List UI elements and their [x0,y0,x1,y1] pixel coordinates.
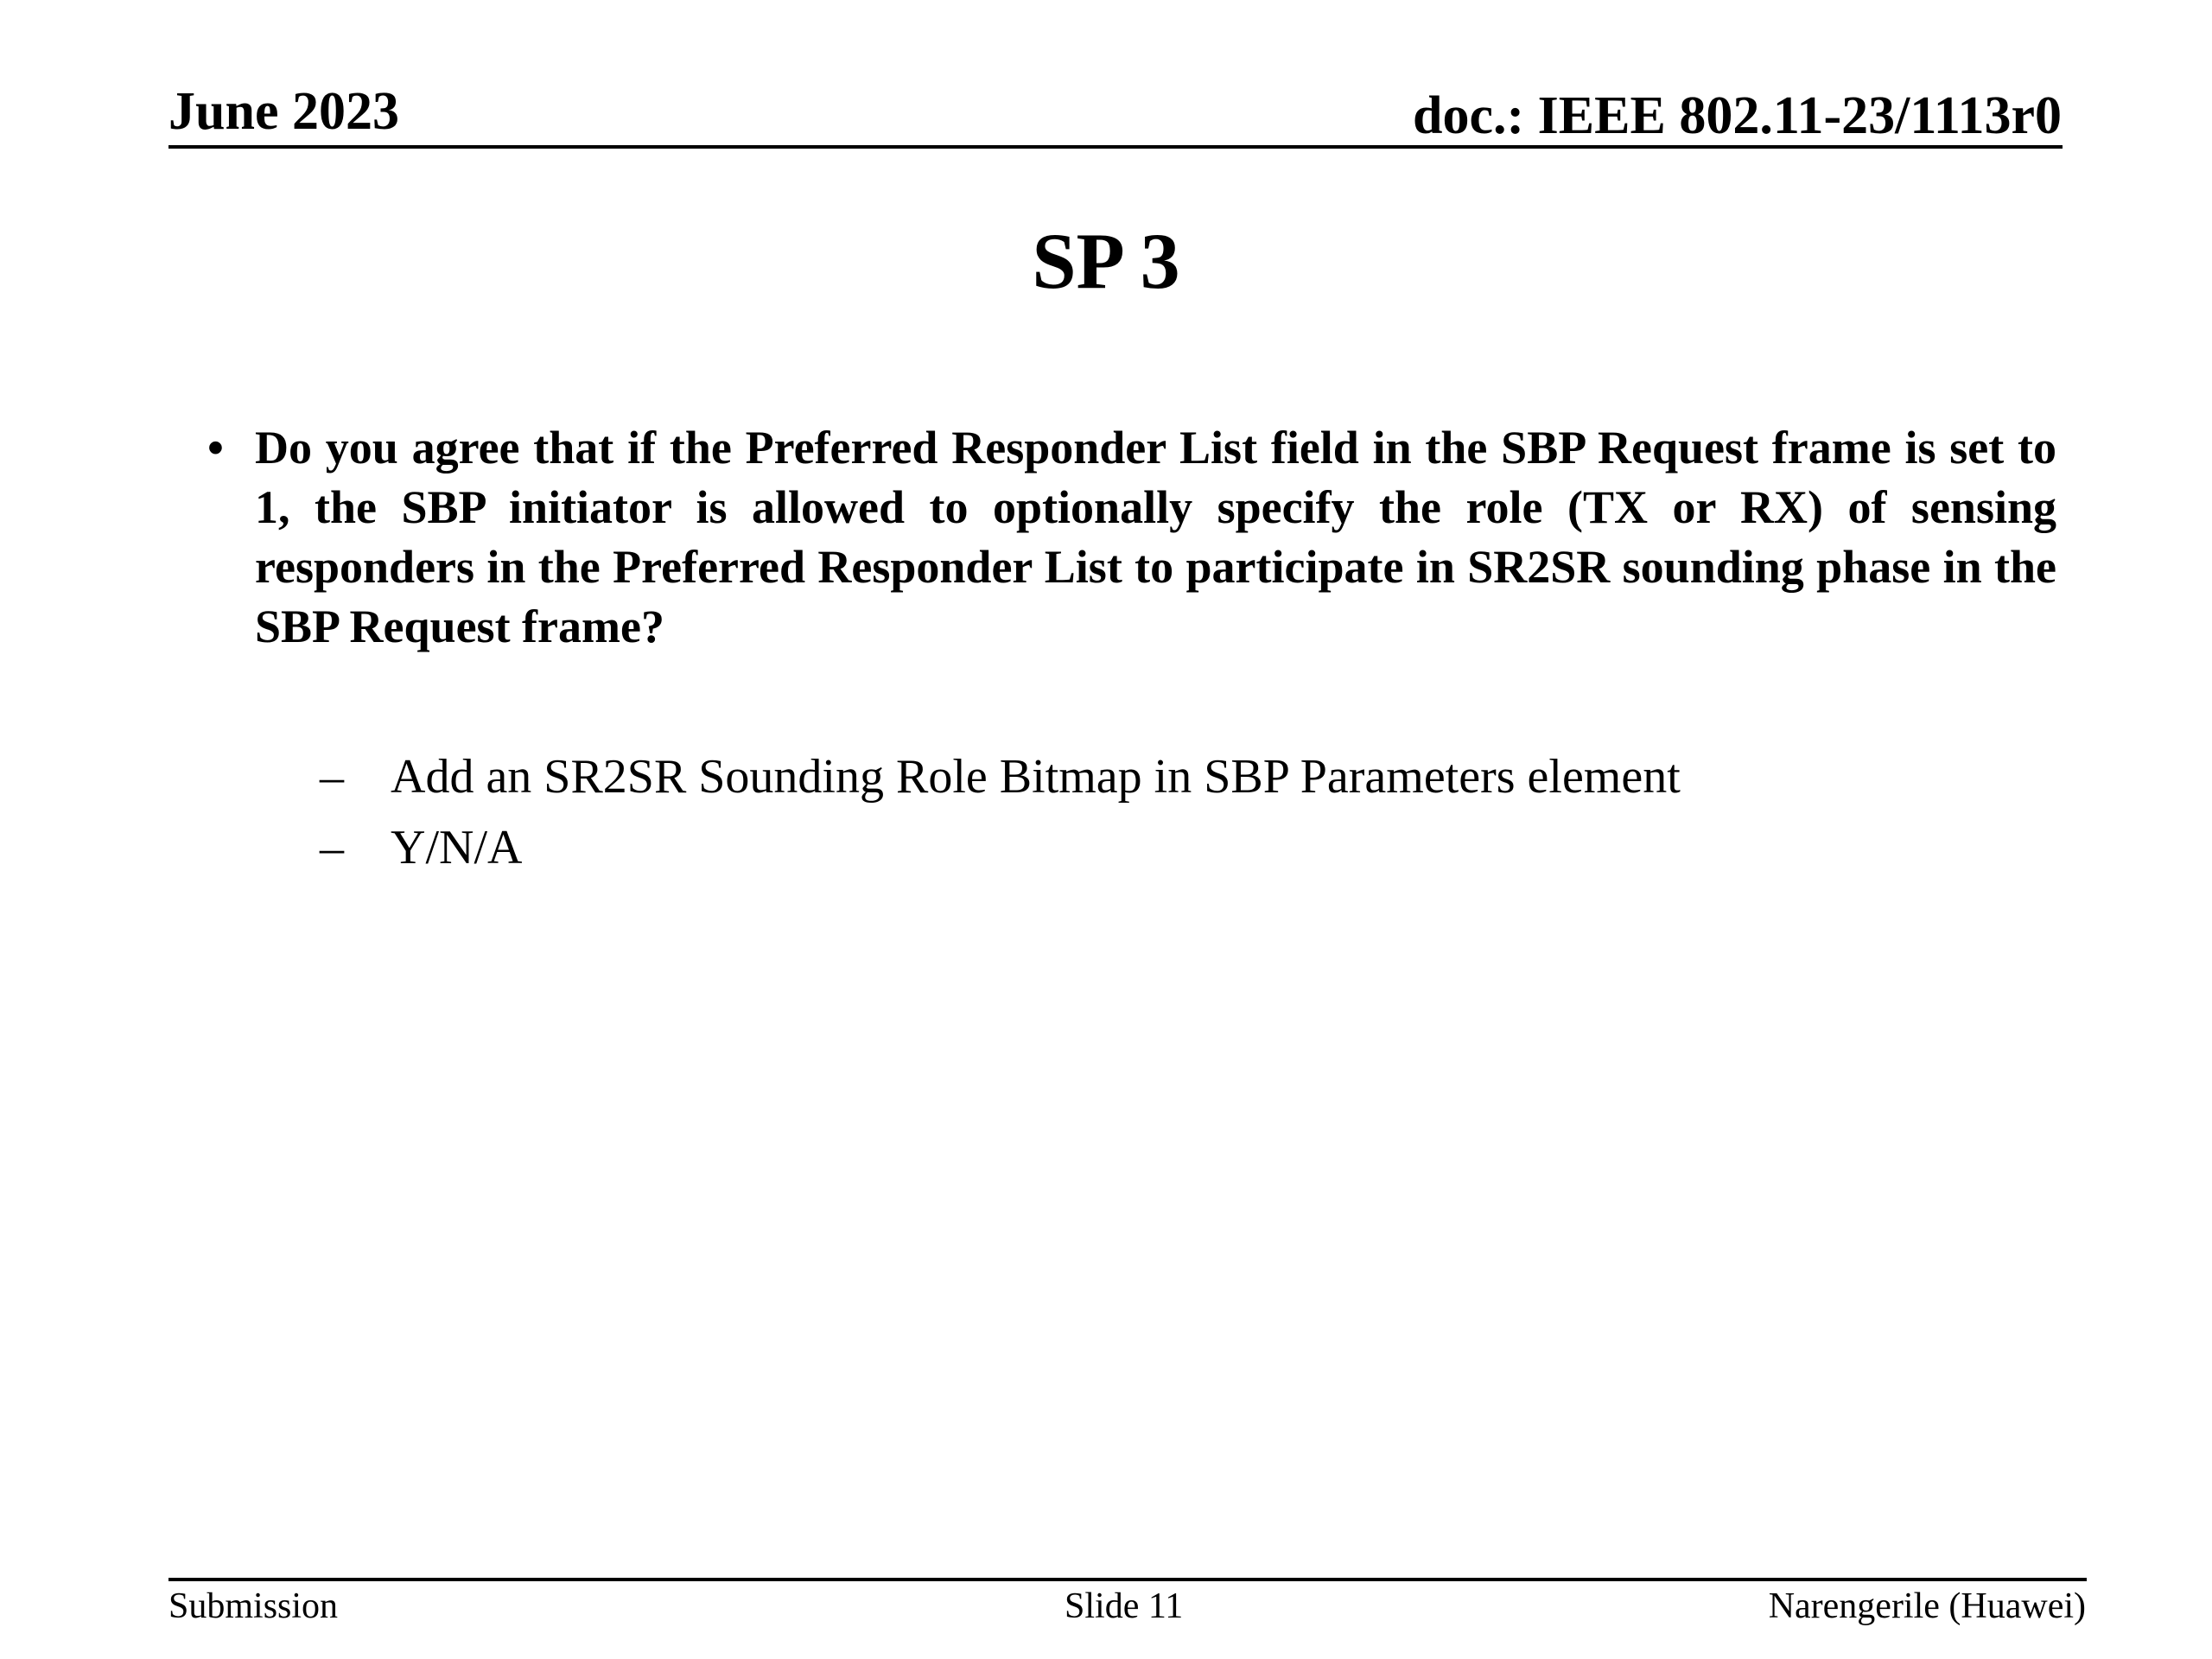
sub-bullet-list [320,741,2048,883]
footer-submission: Submission [168,1586,339,1626]
dash-icon: – [320,750,344,804]
main-bullet-text: Do you agree that if the Preferred Responder List field in the SBP Request frame is set to 1, the SBP initiator is allowed to optionally specify the role (TX or RX) of sensing responders in the Preferred Responder List to participate in SR2SR sounding phase in the SBP Request frame? [255,422,2056,652]
bullet-icon: • [207,422,224,474]
footer-divider [168,1578,2087,1581]
sub-bullet-text: Add an SR2SR Sounding Role Bitmap in SBP Parameters element [391,750,1681,804]
header-doc-id: doc.: IEEE 802.11-23/1113r0 [1413,86,2062,145]
sub-bullet-item [320,812,2048,883]
dash-icon: – [320,821,344,874]
header-divider [168,145,2063,149]
sub-bullet-item [320,741,2048,812]
main-bullet [207,418,2065,657]
footer-slide-number: Slide 11 [1065,1586,1184,1626]
footer-author: Narengerile (Huawei) [1768,1586,2086,1626]
sub-bullet-text: Y/N/A [391,821,523,874]
header-date: June 2023 [168,82,399,141]
slide-title: SP 3 [1032,217,1180,305]
